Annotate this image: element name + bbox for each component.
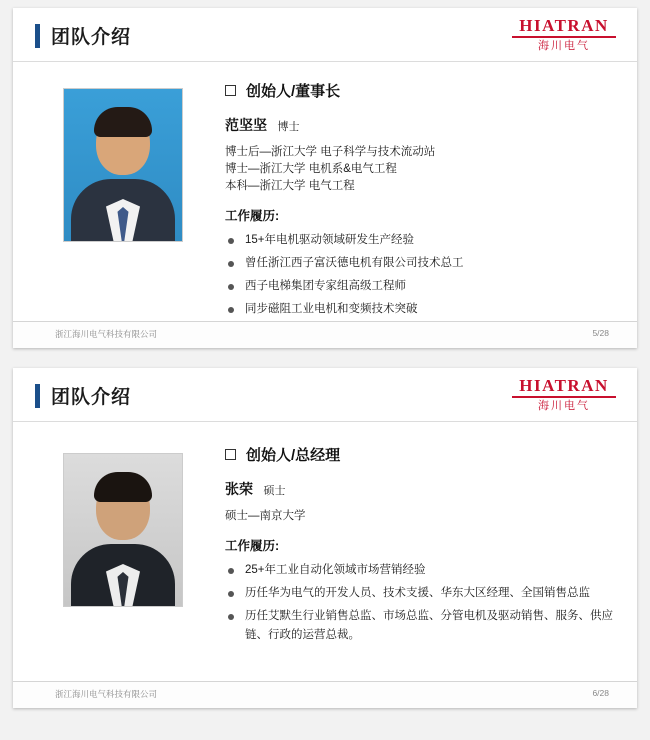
person-name: 范坚坚 [225,117,267,133]
slide-2 [13,368,637,708]
role-title: 创始人/总经理 [246,447,341,464]
person-degree: 硕士 [263,485,286,497]
education-item: 硕士—南京大学 [225,510,306,522]
list-item: 历任艾默生行业销售总监、市场总监、分管电机及驱动销售、服务、供应链、行政的运营总裁。 [225,607,625,645]
person-degree: 博士 [277,121,300,133]
experience-heading: 工作履历: [225,539,280,553]
slide-1 [13,8,637,348]
slide-footer [13,681,637,708]
name-line [225,479,625,499]
list-item: 25+年工业自动化领域市场营销经验 [225,561,625,580]
role-title: 创始人/董事长 [246,83,341,100]
company-logo [509,17,619,53]
bio-content-1 [225,80,625,346]
portrait-photo-1 [63,88,183,242]
footer-company: 浙江海川电气科技有限公司 [55,689,158,699]
logo-underline [512,396,616,398]
bio-content-2 [225,444,625,649]
education-item: 本科—浙江大学 电气工程 [225,180,355,192]
slide-footer [13,321,637,348]
header-accent-bar [35,384,40,408]
company-logo [509,377,619,413]
page-number: 6/28 [592,688,609,698]
slide-header [13,368,637,422]
logo-wordmark: HIATRAN [519,376,609,395]
education-item: 博士后—浙江大学 电子科学与技术流动站 [225,146,436,158]
list-item: 15+年电机驱动领域研发生产经验 [225,231,625,250]
list-item: 同步磁阻工业电机和变频技术突破 [225,300,625,319]
square-bullet-icon [225,85,236,96]
list-item: 历任华为电气的开发人员、技术支援、华东大区经理、全国销售总监 [225,584,625,603]
page-title: 团队介绍 [51,27,132,48]
page-title: 团队介绍 [51,387,132,408]
education-item: 博士—浙江大学 电机系&电气工程 [225,163,397,175]
person-name: 张荣 [225,481,253,497]
role-line [225,444,625,465]
experience-heading: 工作履历: [225,209,280,223]
footer-company: 浙江海川电气科技有限公司 [55,329,158,339]
list-item: 曾任浙江西子富沃德电机有限公司技术总工 [225,254,625,273]
logo-wordmark: HIATRAN [519,16,609,35]
experience-list [225,561,625,645]
list-item: 西子电梯集团专家组高级工程师 [225,277,625,296]
logo-underline [512,36,616,38]
name-line [225,115,625,135]
square-bullet-icon [225,449,236,460]
role-line [225,80,625,101]
portrait-photo-2 [63,453,183,607]
page-number: 5/28 [592,328,609,338]
logo-subtext: 海川电气 [538,40,590,52]
slide-header [13,8,637,62]
logo-subtext: 海川电气 [538,400,590,412]
header-accent-bar [35,24,40,48]
